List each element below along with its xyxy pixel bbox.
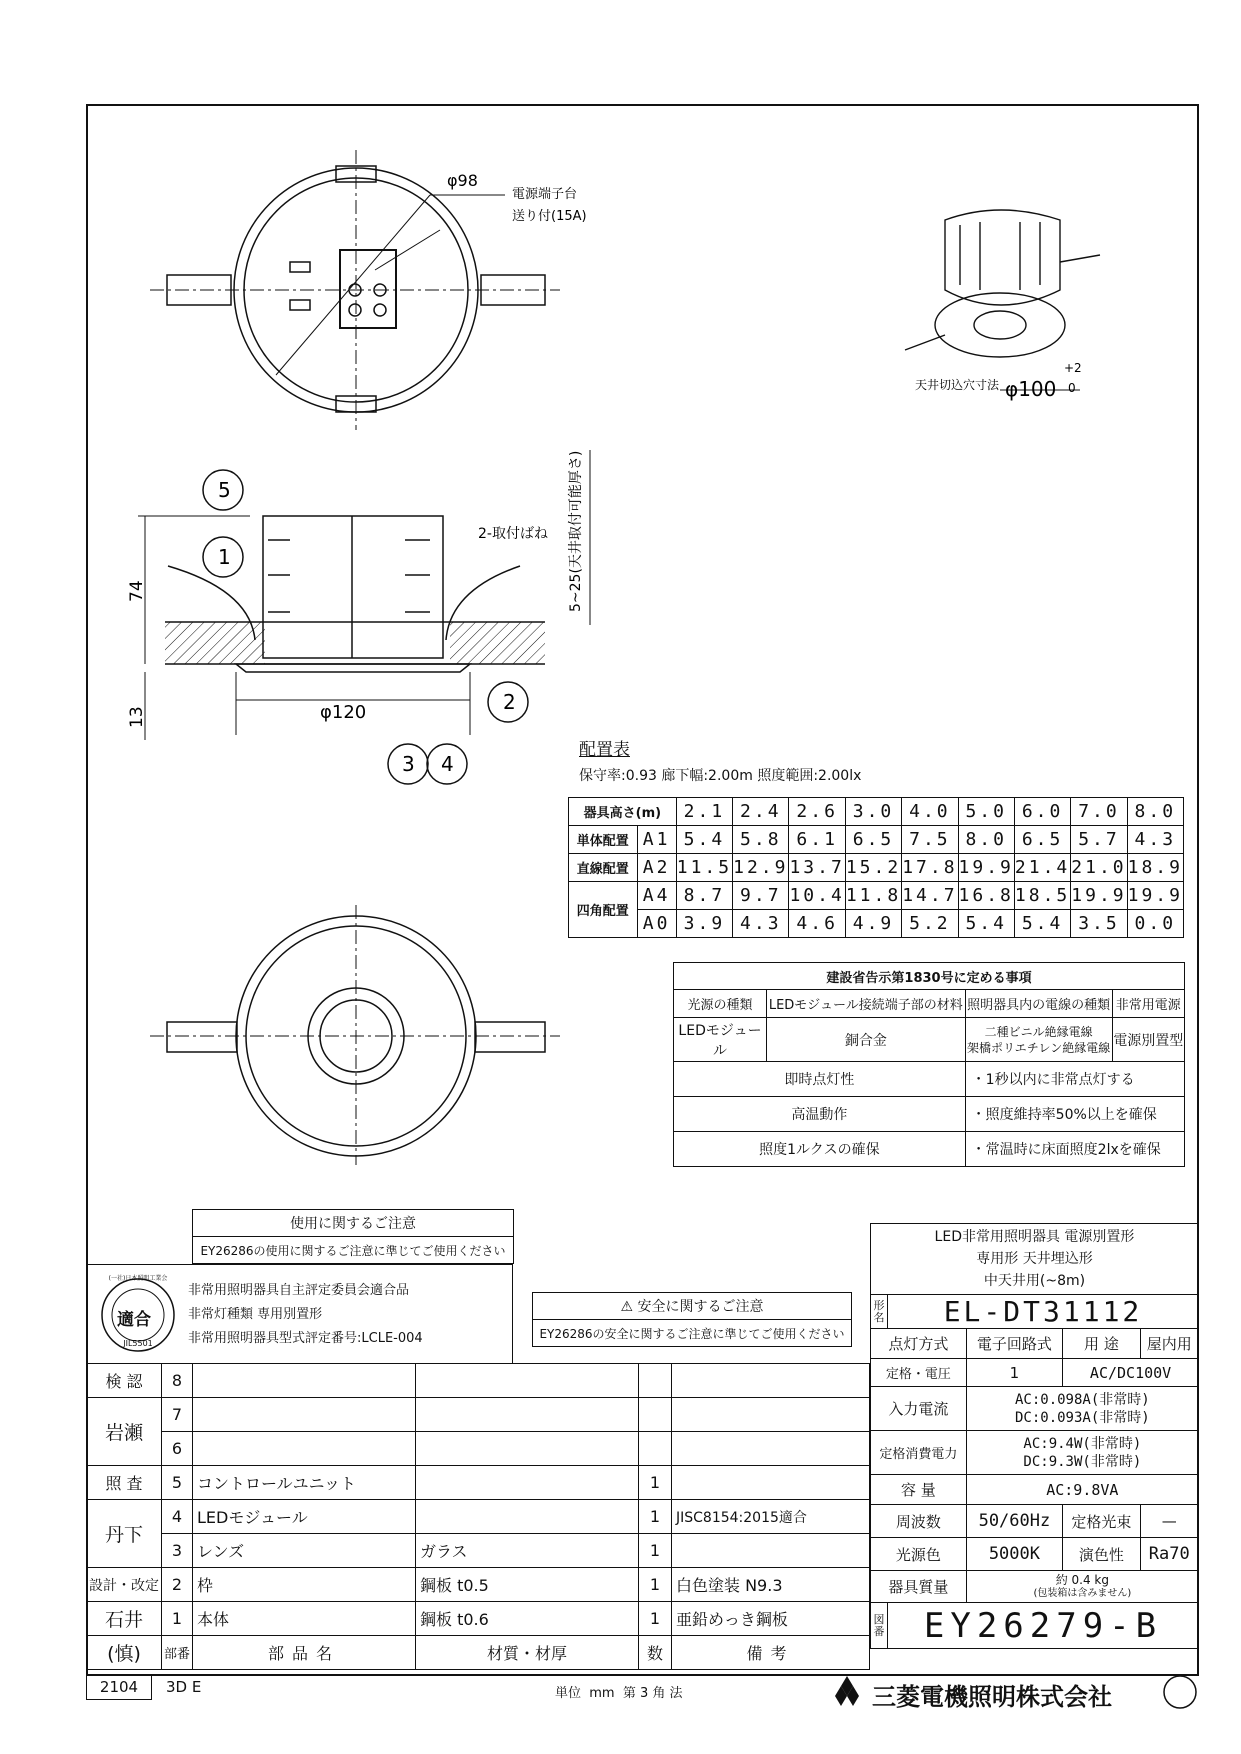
callout-4: 4 [441, 752, 454, 776]
part-material [416, 1432, 639, 1466]
ceiling-cut-label: 天井切込穴寸法 [915, 378, 1000, 392]
spec-title1: LED非常用照明器具 電源別置形 [934, 1229, 1135, 1245]
rating-num: 1 [966, 1359, 1062, 1387]
lighting-label: 点灯方式 [871, 1329, 967, 1359]
parts-header: 数 [639, 1636, 672, 1670]
color-value: 5000K [966, 1538, 1062, 1571]
terminal-sub-label: 送り付(15A) [512, 209, 587, 224]
value-cell: 9.7 [733, 882, 789, 910]
parts-header: 材質・材厚 [416, 1636, 639, 1670]
value-cell: 15.2 [845, 854, 901, 882]
drawing-number: EY26279-B [888, 1603, 1199, 1649]
reg-item-label: 即時点灯性 [674, 1062, 966, 1097]
cri-label: 演色性 [1063, 1538, 1140, 1571]
part-material: 鋼板 t0.6 [416, 1602, 639, 1636]
value-cell: 8.7 [676, 882, 732, 910]
value-cell: 4.3 [733, 910, 789, 938]
cert-line1: 非常用照明器具自主評定委員会適合品 [188, 1283, 410, 1298]
part-note: JISC8154:2015適合 [672, 1500, 870, 1534]
part-no: 8 [162, 1364, 193, 1398]
notice-safety-title: 安全に関するご注意 [637, 1299, 764, 1315]
current1: AC:0.098A(非常時) [1014, 1391, 1150, 1408]
freq-value: 50/60Hz [966, 1505, 1062, 1538]
part-note [672, 1398, 870, 1432]
height-cell: 7.0 [1071, 798, 1127, 826]
warning-icon: ⚠ [620, 1299, 634, 1315]
power1: AC:9.4W(非常時) [1023, 1435, 1142, 1452]
value-cell: 19.9 [958, 854, 1014, 882]
current-label: 入力電流 [871, 1387, 967, 1431]
sign-label: 石井 [87, 1602, 162, 1636]
part-qty [639, 1432, 672, 1466]
height-cell: 2.4 [733, 798, 789, 826]
reg-item-label: 照度1ルクスの確保 [674, 1132, 966, 1167]
height-cell: 2.1 [676, 798, 732, 826]
value-cell: 8.0 [958, 826, 1014, 854]
parts-header: 部番 [162, 1636, 193, 1670]
layout-params: 保守率:0.93 廊下幅:2.00m 照度範囲:2.00lx [579, 768, 862, 784]
value-cell: 13.7 [789, 854, 845, 882]
copyright-circle-icon [1162, 1674, 1198, 1710]
part-qty: 1 [639, 1602, 672, 1636]
part-note [672, 1432, 870, 1466]
notice-safety [532, 1292, 852, 1347]
part-name: コントロールユニット [193, 1466, 416, 1500]
use-value: 屋内用 [1140, 1329, 1198, 1359]
value-cell: 14.7 [902, 882, 958, 910]
freq-label: 周波数 [871, 1505, 967, 1538]
regulation-table [673, 962, 1185, 1167]
flux-label: 定格光束 [1063, 1505, 1140, 1538]
part-name: レンズ [193, 1534, 416, 1568]
sign-label: 設計・改定 [87, 1568, 162, 1602]
cert-line3: 非常用照明器具型式評定番号:LCLE-004 [188, 1331, 423, 1346]
reg-value: 架橋ポリエチレン絶縁電線 [967, 1040, 1111, 1055]
part-qty: 1 [639, 1568, 672, 1602]
reg-value: 電源別置型 [1112, 1018, 1184, 1062]
power2: DC:9.3W(非常時) [1023, 1453, 1142, 1470]
part-name [193, 1398, 416, 1432]
height-dim: 74 [127, 580, 147, 602]
side-view [138, 450, 590, 784]
part-qty: 1 [639, 1500, 672, 1534]
footer-code: 2104 [86, 1676, 152, 1700]
terminal-label: 電源端子台 [512, 187, 578, 202]
value-cell: 5.4 [676, 826, 732, 854]
part-note: 白色塗装 N9.3 [672, 1568, 870, 1602]
part-note [672, 1466, 870, 1500]
row-group: 直線配置 [569, 854, 638, 882]
rating-value: AC/DC100V [1063, 1359, 1199, 1387]
part-note [672, 1534, 870, 1568]
row-group: 四角配置 [569, 882, 638, 938]
model-number: EL-DT31112 [888, 1295, 1199, 1329]
value-cell: 3.5 [1071, 910, 1127, 938]
reg-header: 照明器具内の電線の種類 [965, 990, 1112, 1018]
height-cell: 3.0 [845, 798, 901, 826]
part-name [193, 1364, 416, 1398]
callout-5: 5 [218, 478, 231, 502]
mass-label: 器具質量 [871, 1571, 967, 1603]
value-cell: 18.5 [1014, 882, 1070, 910]
seal-text: 適合 [117, 1310, 151, 1330]
capacity-label: 容 量 [871, 1475, 967, 1505]
reg-value: 二種ビニル絶縁電線 [984, 1024, 1093, 1039]
part-qty: 1 [639, 1466, 672, 1500]
flange-dim: 13 [127, 706, 147, 728]
notice-use-title: 使用に関するご注意 [193, 1210, 514, 1237]
row-code: A0 [637, 910, 676, 938]
ceiling-cut-value: φ100 [1005, 377, 1057, 401]
value-cell: 4.6 [789, 910, 845, 938]
ceiling-cut-tol-upper: +2 [1064, 361, 1082, 375]
row-code: A1 [637, 826, 676, 854]
reg-header: 光源の種類 [674, 990, 767, 1018]
rating-label: 定格・電圧 [871, 1359, 967, 1387]
part-no: 3 [162, 1534, 193, 1568]
seal-bottom: JIL5501 [123, 1339, 153, 1348]
current2: DC:0.093A(非常時) [1014, 1409, 1150, 1426]
row-code: A4 [637, 882, 676, 910]
notice-use-text: EY26286の使用に関するご注意に準じてご使用ください [193, 1237, 514, 1264]
footer-type: 3D E [166, 1678, 202, 1696]
parts-header: 部品名 [193, 1636, 416, 1670]
part-note: 亜鉛めっき鋼板 [672, 1602, 870, 1636]
diameter-label: φ98 [447, 171, 478, 190]
part-name: LEDモジュール [193, 1500, 416, 1534]
mass-value: 約 0.4 kg [1055, 1572, 1109, 1587]
part-qty [639, 1364, 672, 1398]
parts-table [86, 1363, 870, 1670]
callout-3: 3 [402, 752, 415, 776]
value-cell: 7.5 [902, 826, 958, 854]
callout-1: 1 [218, 545, 231, 569]
seal-top: (一社)日本照明工業会 [108, 1275, 168, 1282]
reg-item-value: ・照度維持率50%以上を確保 [965, 1097, 1184, 1132]
part-material [416, 1398, 639, 1432]
value-cell: 11.5 [676, 854, 732, 882]
layout-table [568, 797, 1184, 938]
part-no: 5 [162, 1466, 193, 1500]
part-name [193, 1432, 416, 1466]
reg-value: LEDモジュール [674, 1018, 767, 1062]
notice-use [192, 1209, 514, 1264]
value-cell: 5.2 [902, 910, 958, 938]
sign-label: 岩瀬 [87, 1398, 162, 1466]
part-no: 6 [162, 1432, 193, 1466]
value-cell: 5.4 [1014, 910, 1070, 938]
reg-item-value: ・常温時に床面照度2lxを確保 [965, 1132, 1184, 1167]
height-cell: 5.0 [958, 798, 1014, 826]
reg-title: 建設省告示第1830号に定める事項 [674, 963, 1185, 990]
part-name: 本体 [193, 1602, 416, 1636]
mass-note: (包装箱は含みません) [1033, 1587, 1132, 1599]
value-cell: 5.4 [958, 910, 1014, 938]
spec-title2: 専用形 天井埋込形 [976, 1251, 1093, 1267]
bottom-view [150, 905, 560, 1165]
top-view [150, 150, 560, 430]
value-cell: 4.9 [845, 910, 901, 938]
value-cell: 0.0 [1127, 910, 1183, 938]
part-material: ガラス [416, 1534, 639, 1568]
part-no: 7 [162, 1398, 193, 1432]
layout-table-title: 配置表 [579, 740, 630, 760]
ceiling-cut-tol-lower: 0 [1068, 381, 1076, 395]
power-label: 定格消費電力 [871, 1431, 967, 1475]
ceiling-thickness-label: 5~25(天井取付可能厚さ) [568, 450, 584, 612]
company-logo-icon [828, 1674, 866, 1708]
reg-header: LEDモジュール接続端子部の材料 [767, 990, 966, 1018]
value-cell: 19.9 [1127, 882, 1183, 910]
reg-value: 銅合金 [767, 1018, 966, 1062]
certification-box [86, 1264, 513, 1363]
spec-table [870, 1223, 1199, 1649]
spring-label: 2-取付ばね [478, 526, 548, 542]
value-cell: 4.3 [1127, 826, 1183, 854]
part-note [672, 1364, 870, 1398]
company-name: 三菱電機照明株式会社 [872, 1683, 1112, 1711]
cert-line2: 非常灯種類 専用別置形 [188, 1307, 323, 1322]
sign-label: (慎) [87, 1636, 162, 1670]
parts-header: 備考 [672, 1636, 870, 1670]
part-name: 枠 [193, 1568, 416, 1602]
part-no: 1 [162, 1602, 193, 1636]
value-cell: 21.4 [1014, 854, 1070, 882]
value-cell: 6.1 [789, 826, 845, 854]
flux-value: — [1140, 1505, 1198, 1538]
layout-header: 器具高さ(m) [569, 798, 677, 826]
reg-item-value: ・1秒以内に非常点灯する [965, 1062, 1184, 1097]
part-no: 4 [162, 1500, 193, 1534]
drawing-label: 図番 [871, 1603, 888, 1649]
row-group: 単体配置 [569, 826, 638, 854]
height-cell: 8.0 [1127, 798, 1183, 826]
cri-value: Ra70 [1140, 1538, 1198, 1571]
reg-header: 非常用電源 [1112, 990, 1184, 1018]
height-cell: 4.0 [902, 798, 958, 826]
part-material [416, 1466, 639, 1500]
model-label: 形名 [871, 1295, 888, 1329]
row-code: A2 [637, 854, 676, 882]
value-cell: 17.8 [902, 854, 958, 882]
footer-unit: 単位 mm 第 3 角 法 [555, 1686, 683, 1701]
sign-label: 検 認 [87, 1364, 162, 1398]
capacity-value: AC:9.8VA [966, 1475, 1198, 1505]
value-cell: 16.8 [958, 882, 1014, 910]
sign-label: 丹下 [87, 1500, 162, 1568]
value-cell: 6.5 [845, 826, 901, 854]
value-cell: 5.7 [1071, 826, 1127, 854]
height-cell: 6.0 [1014, 798, 1070, 826]
use-label: 用 途 [1063, 1329, 1140, 1359]
part-material [416, 1364, 639, 1398]
notice-safety-text: EY26286の安全に関するご注意に準じてご使用ください [533, 1320, 852, 1347]
color-label: 光源色 [871, 1538, 967, 1571]
part-material [416, 1500, 639, 1534]
value-cell: 5.8 [733, 826, 789, 854]
value-cell: 12.9 [733, 854, 789, 882]
value-cell: 21.0 [1071, 854, 1127, 882]
spec-title3: 中天井用(~8m) [983, 1273, 1086, 1289]
value-cell: 10.4 [789, 882, 845, 910]
part-material: 鋼板 t0.5 [416, 1568, 639, 1602]
value-cell: 18.9 [1127, 854, 1183, 882]
width-dim: φ120 [320, 702, 367, 723]
lighting-value: 電子回路式 [966, 1329, 1062, 1359]
value-cell: 19.9 [1071, 882, 1127, 910]
value-cell: 3.9 [676, 910, 732, 938]
value-cell: 11.8 [845, 882, 901, 910]
height-cell: 2.6 [789, 798, 845, 826]
value-cell: 6.5 [1014, 826, 1070, 854]
callout-2: 2 [503, 690, 516, 714]
part-qty: 1 [639, 1534, 672, 1568]
part-no: 2 [162, 1568, 193, 1602]
sign-label: 照 査 [87, 1466, 162, 1500]
part-qty [639, 1398, 672, 1432]
reg-item-label: 高温動作 [674, 1097, 966, 1132]
